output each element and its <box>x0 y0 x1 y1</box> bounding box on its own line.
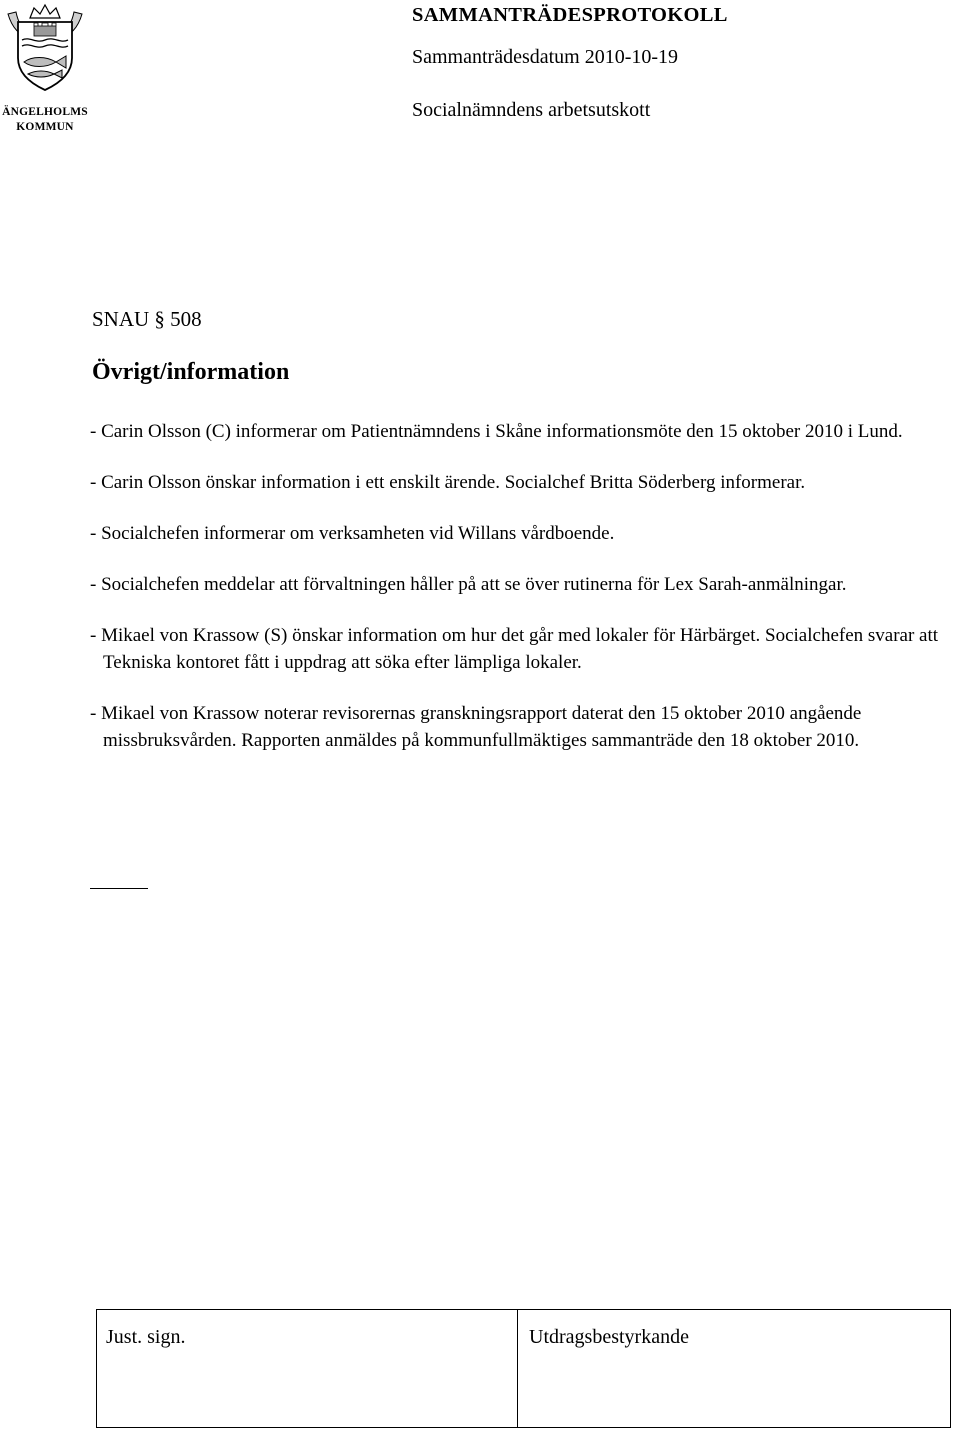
municipality-logo <box>0 0 90 140</box>
coat-of-arms-icon <box>0 0 90 92</box>
list-item: - Carin Olsson (C) informerar om Patientnämndens i Skåne informationsmöte den 15 oktober 2010 i Lund. <box>90 421 903 442</box>
list-item: - Mikael von Krassow noterar revisorernas granskningsrapport daterat den 15 oktober 2010 angående missbruksvården. Rapporten anmäldes på kommunfullmäktiges sammanträde den 18 oktober 2010. <box>90 703 862 751</box>
just-sign-label: Just. sign. <box>106 1326 186 1348</box>
information-list <box>90 418 950 778</box>
list-item: - Mikael von Krassow (S) önskar information om hur det går med lokaler för Härbärget. Socialchefen svarar att Tekniska kontoret fått i uppdrag att söka efter lämpliga lokaler. <box>90 625 939 673</box>
signature-divider <box>517 1310 518 1427</box>
meeting-date: Sammanträdesdatum 2010-10-19 <box>412 46 679 68</box>
document-title: SAMMANTRÄDESPROTOKOLL <box>412 4 728 26</box>
utdragsbestyrkande-label: Utdragsbestyrkande <box>529 1326 689 1348</box>
board-name: Socialnämndens arbetsutskott <box>412 99 651 121</box>
section-number: SNAU § 508 <box>92 307 202 331</box>
list-item: - Socialchefen meddelar att förvaltningen håller på att se över rutinerna för Lex Sarah-anmälningar. <box>90 574 847 595</box>
list-item: - Carin Olsson önskar information i ett enskilt ärende. Socialchef Britta Söderberg informerar. <box>90 472 806 493</box>
section-title: Övrigt/information <box>92 359 290 385</box>
signature-box <box>96 1309 951 1428</box>
logo-text-line1: ÄNGELHOLMS <box>2 106 88 118</box>
end-divider <box>90 888 148 889</box>
logo-text-line2: KOMMUN <box>16 121 74 133</box>
list-item: - Socialchefen informerar om verksamheten vid Willans vårdboende. <box>90 523 615 544</box>
